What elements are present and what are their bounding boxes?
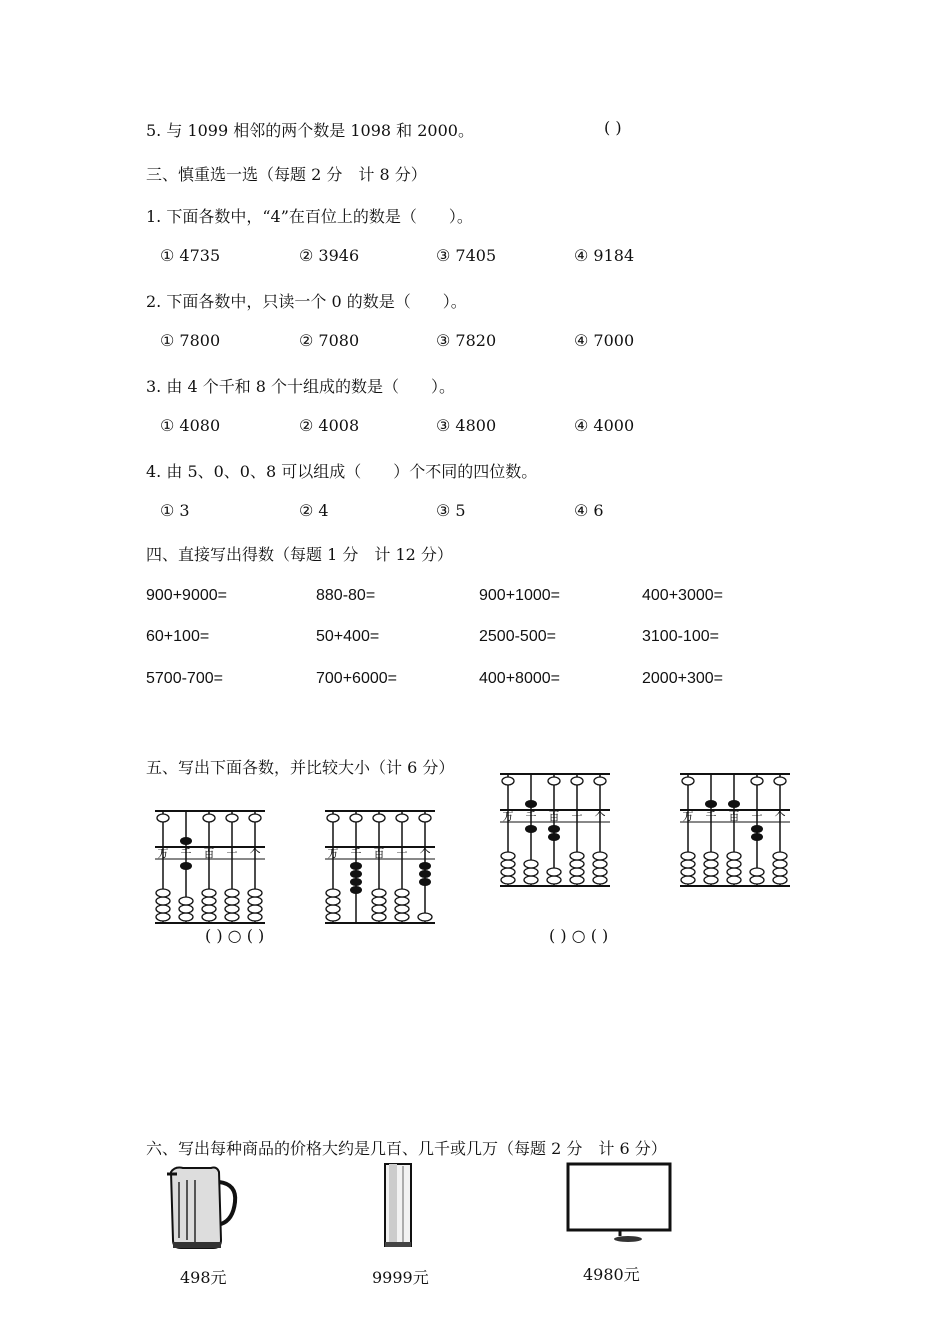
abacus-place-label: 百 <box>203 847 215 860</box>
abacus-lower-bead <box>326 905 340 913</box>
abacus-lower-bead <box>248 905 262 913</box>
abacus-place-label: 十 <box>226 847 238 860</box>
abacus-lower-bead <box>156 905 170 913</box>
abacus-lower-bead <box>501 876 515 884</box>
abacus-lower-bead <box>372 889 386 897</box>
abacus-place-label: 个 <box>774 810 786 823</box>
abacus-place-label: 万 <box>502 810 514 823</box>
abacus-lower-bead <box>570 852 584 860</box>
calc-item: 50+400= <box>316 628 380 645</box>
abacus-lower-bead <box>225 889 239 897</box>
abacus-lower-bead-active <box>419 862 431 870</box>
calc-item: 2500-500= <box>479 628 556 645</box>
abacus-lower-bead <box>156 913 170 921</box>
option[interactable]: ② 7080 <box>299 331 360 350</box>
abacus-lower-bead <box>225 897 239 905</box>
abacus-upper-bead <box>249 814 261 822</box>
abacus-place-label: 个 <box>594 810 606 823</box>
abacus-lower-bead <box>248 913 262 921</box>
air-conditioner-icon <box>383 1162 415 1250</box>
abacus-upper-bead <box>571 777 583 785</box>
answer-blank[interactable]: ( ) <box>604 118 622 137</box>
abacus-lower-bead-active <box>419 870 431 878</box>
abacus-place-label: 万 <box>682 810 694 823</box>
section-4-title: 四、直接写出得数（每题 1 分 计 12 分） <box>146 545 453 564</box>
option[interactable]: ② 4 <box>299 501 329 520</box>
abacus-lower-bead <box>773 852 787 860</box>
section-3-title: 三、慎重选一选（每题 2 分 计 8 分） <box>146 165 427 184</box>
abacus-lower-bead <box>395 905 409 913</box>
abacus-lower-bead <box>202 897 216 905</box>
abacus-lower-bead <box>395 897 409 905</box>
abacus-2 <box>325 805 440 925</box>
option[interactable]: ④ 7000 <box>574 331 635 350</box>
abacus-lower-bead <box>248 889 262 897</box>
option[interactable]: ① 4735 <box>160 246 221 265</box>
question-text: 2. 下面各数中，只读一个 0 的数是（ ）。 <box>146 292 467 311</box>
abacus-lower-bead <box>547 868 561 876</box>
calc-item: 700+6000= <box>316 670 397 687</box>
abacus-lower-bead <box>524 860 538 868</box>
abacus-lower-bead <box>704 876 718 884</box>
abacus-lower-bead <box>395 889 409 897</box>
abacus-lower-bead-active <box>548 833 560 841</box>
abacus-upper-bead <box>682 777 694 785</box>
price-label: 9999元 <box>372 1268 429 1287</box>
calc-item: 880-80= <box>316 587 376 604</box>
abacus-lower-bead <box>179 905 193 913</box>
abacus-lower-bead <box>593 876 607 884</box>
abacus-lower-bead <box>225 913 239 921</box>
price-label: 498元 <box>180 1268 227 1287</box>
question-text: 3. 由 4 个千和 8 个十组成的数是（ ）。 <box>146 377 456 396</box>
abacus-upper-bead <box>594 777 606 785</box>
abacus-lower-bead <box>179 897 193 905</box>
abacus-upper-bead <box>327 814 339 822</box>
abacus-4 <box>680 768 795 888</box>
option[interactable]: ④ 4000 <box>574 416 635 435</box>
abacus-place-label: 千 <box>705 810 717 823</box>
abacus-place-label: 百 <box>373 847 385 860</box>
abacus-lower-bead-active <box>350 870 362 878</box>
abacus-lower-bead <box>773 860 787 868</box>
option[interactable]: ③ 7820 <box>436 331 497 350</box>
option[interactable]: ② 4008 <box>299 416 360 435</box>
abacus-upper-bead <box>157 814 169 822</box>
abacus-lower-bead <box>570 868 584 876</box>
abacus-lower-bead <box>418 913 432 921</box>
abacus-place-label: 万 <box>327 847 339 860</box>
option[interactable]: ④ 9184 <box>574 246 635 265</box>
abacus-lower-bead <box>372 897 386 905</box>
abacus-lower-bead <box>547 876 561 884</box>
abacus-upper-bead-active <box>705 800 717 808</box>
abacus-lower-bead <box>202 889 216 897</box>
abacus-place-label: 千 <box>180 847 192 860</box>
abacus-lower-bead <box>681 852 695 860</box>
section-6-title: 六、写出每种商品的价格大约是几百、几千或几万（每题 2 分 计 6 分） <box>146 1139 667 1158</box>
option[interactable]: ④ 6 <box>574 501 604 520</box>
abacus-lower-bead <box>248 897 262 905</box>
option[interactable]: ① 3 <box>160 501 190 520</box>
abacus-lower-bead <box>681 868 695 876</box>
option[interactable]: ③ 5 <box>436 501 466 520</box>
abacus-place-label: 百 <box>728 810 740 823</box>
abacus-lower-bead <box>156 889 170 897</box>
compare-blank-left[interactable]: ( ) ○ ( ) <box>205 926 265 945</box>
abacus-lower-bead <box>501 852 515 860</box>
abacus-lower-bead <box>501 868 515 876</box>
question-text: 1. 下面各数中，“4”在百位上的数是（ ）。 <box>146 207 473 226</box>
abacus-place-label: 十 <box>571 810 583 823</box>
abacus-lower-bead-active <box>350 886 362 894</box>
calc-item: 3100-100= <box>642 628 719 645</box>
abacus-lower-bead-active <box>548 825 560 833</box>
abacus-lower-bead <box>524 868 538 876</box>
abacus-lower-bead <box>570 876 584 884</box>
abacus-lower-bead <box>681 860 695 868</box>
abacus-lower-bead <box>524 876 538 884</box>
abacus-lower-bead <box>704 860 718 868</box>
abacus-lower-bead-active <box>180 862 192 870</box>
abacus-upper-bead <box>373 814 385 822</box>
abacus-upper-bead-active <box>525 800 537 808</box>
abacus-place-label: 万 <box>157 847 169 860</box>
abacus-lower-bead <box>202 913 216 921</box>
compare-blank-right[interactable]: ( ) ○ ( ) <box>549 926 609 945</box>
abacus-lower-bead <box>750 876 764 884</box>
abacus-lower-bead <box>326 897 340 905</box>
abacus-lower-bead <box>704 852 718 860</box>
abacus-upper-bead <box>751 777 763 785</box>
abacus-upper-bead <box>396 814 408 822</box>
abacus-lower-bead <box>395 913 409 921</box>
option[interactable]: ① 4080 <box>160 416 221 435</box>
abacus-lower-bead <box>326 913 340 921</box>
calc-item: 60+100= <box>146 628 210 645</box>
calc-item: 5700-700= <box>146 670 223 687</box>
question-text: 4. 由 5、0、0、8 可以组成（ ）个不同的四位数。 <box>146 462 538 481</box>
abacus-place-label: 个 <box>249 847 261 860</box>
abacus-lower-bead <box>593 852 607 860</box>
abacus-upper-bead <box>226 814 238 822</box>
calc-item: 900+9000= <box>146 587 227 604</box>
option[interactable]: ② 3946 <box>299 246 360 265</box>
abacus-lower-bead <box>202 905 216 913</box>
abacus-lower-bead <box>773 876 787 884</box>
abacus-place-label: 千 <box>350 847 362 860</box>
abacus-place-label: 百 <box>548 810 560 823</box>
abacus-lower-bead <box>372 913 386 921</box>
abacus-3 <box>500 768 615 888</box>
abacus-lower-bead <box>727 860 741 868</box>
abacus-place-label: 十 <box>396 847 408 860</box>
abacus-place-label: 个 <box>419 847 431 860</box>
abacus-lower-bead <box>593 860 607 868</box>
abacus-lower-bead <box>773 868 787 876</box>
abacus-upper-bead-active <box>180 837 192 845</box>
kettle-icon <box>163 1162 238 1252</box>
abacus-lower-bead-active <box>350 878 362 886</box>
abacus-lower-bead <box>704 868 718 876</box>
abacus-upper-bead <box>774 777 786 785</box>
abacus-lower-bead <box>681 876 695 884</box>
abacus-lower-bead <box>727 868 741 876</box>
abacus-lower-bead <box>156 897 170 905</box>
abacus-upper-bead <box>419 814 431 822</box>
abacus-lower-bead-active <box>751 825 763 833</box>
abacus-place-label: 千 <box>525 810 537 823</box>
abacus-1 <box>155 805 270 925</box>
abacus-upper-bead <box>350 814 362 822</box>
abacus-lower-bead-active <box>350 862 362 870</box>
calc-item: 400+8000= <box>479 670 560 687</box>
abacus-upper-bead-active <box>728 800 740 808</box>
price-label: 4980元 <box>583 1265 640 1284</box>
abacus-lower-bead-active <box>419 878 431 886</box>
abacus-lower-bead <box>570 860 584 868</box>
abacus-lower-bead-active <box>751 833 763 841</box>
calc-item: 900+1000= <box>479 587 560 604</box>
abacus-lower-bead <box>750 868 764 876</box>
section-5-title: 五、写出下面各数，并比较大小（计 6 分） <box>146 758 455 777</box>
abacus-lower-bead <box>326 889 340 897</box>
television-icon <box>566 1160 674 1244</box>
abacus-lower-bead <box>727 876 741 884</box>
abacus-upper-bead <box>502 777 514 785</box>
abacus-lower-bead-active <box>525 825 537 833</box>
abacus-lower-bead <box>179 913 193 921</box>
option[interactable]: ① 7800 <box>160 331 221 350</box>
question-5-statement: 5. 与 1099 相邻的两个数是 1098 和 2000。 <box>146 121 474 140</box>
calc-item: 2000+300= <box>642 670 723 687</box>
abacus-lower-bead <box>501 860 515 868</box>
option[interactable]: ③ 7405 <box>436 246 497 265</box>
calc-item: 400+3000= <box>642 587 723 604</box>
abacus-lower-bead <box>727 852 741 860</box>
abacus-place-label: 十 <box>751 810 763 823</box>
abacus-upper-bead <box>203 814 215 822</box>
abacus-lower-bead <box>593 868 607 876</box>
abacus-lower-bead <box>372 905 386 913</box>
abacus-lower-bead <box>225 905 239 913</box>
option[interactable]: ③ 4800 <box>436 416 497 435</box>
abacus-upper-bead <box>548 777 560 785</box>
